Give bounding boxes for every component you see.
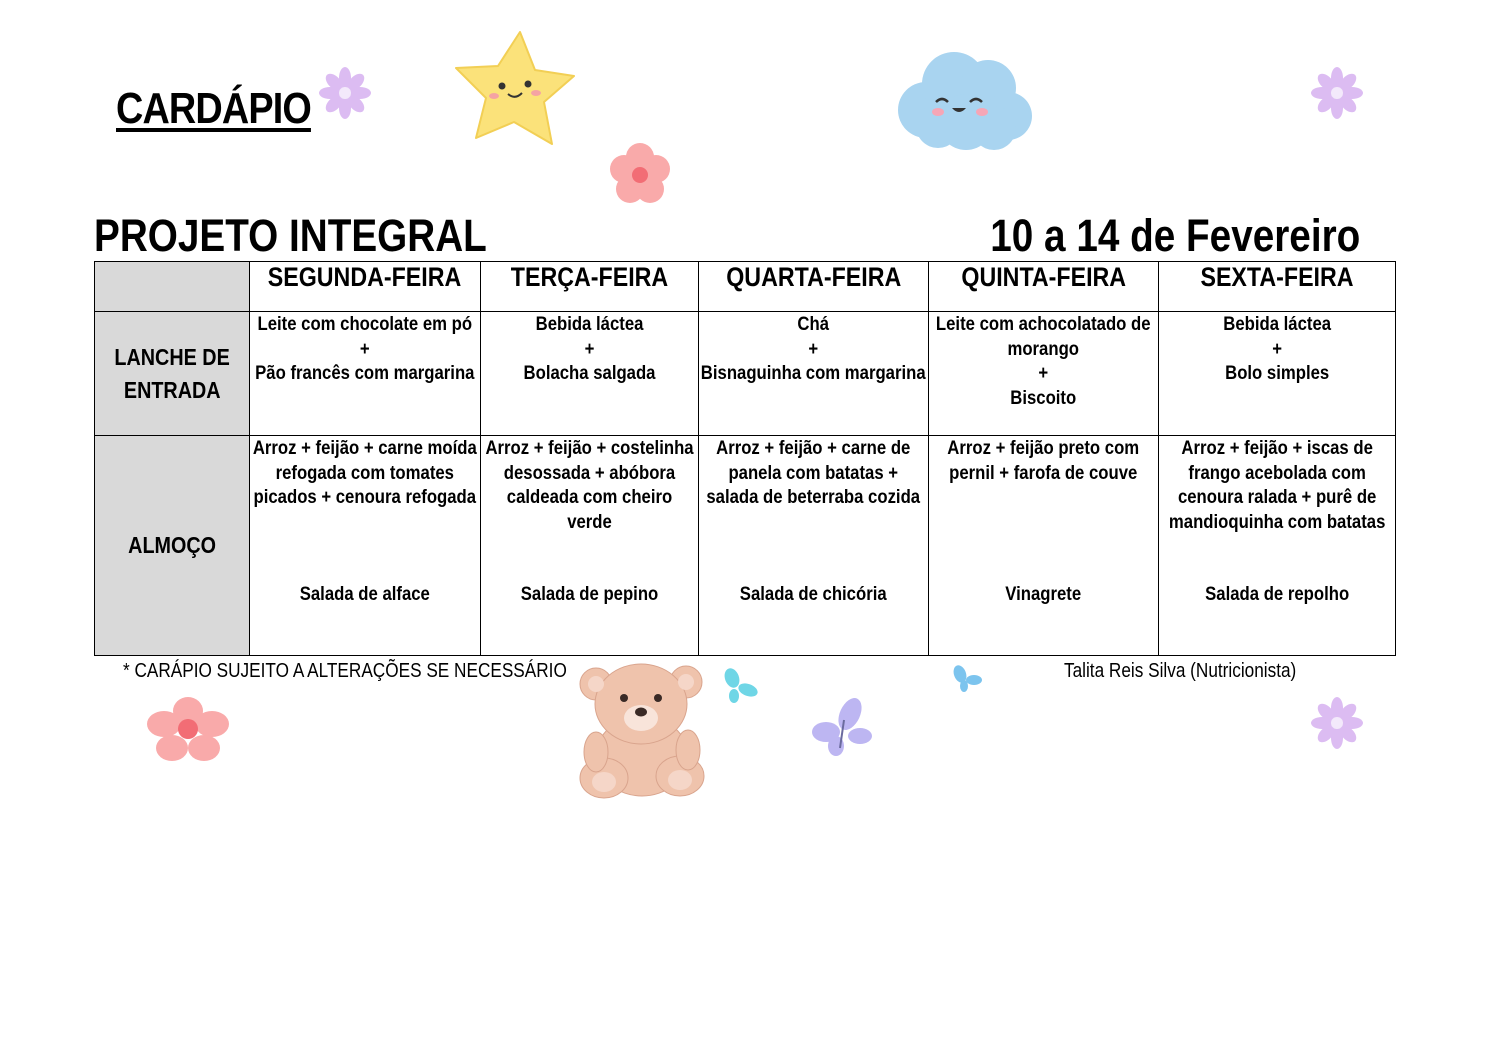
table-header-row — [95, 262, 1396, 312]
row-label-lunch: ALMOÇO — [95, 436, 250, 656]
butterfly-icon — [720, 668, 760, 708]
snack-cell: Chá + Bisnaguinha com margarina — [699, 312, 929, 436]
menu-table — [94, 261, 1396, 656]
lunch-cell: Arroz + feijão + carne moída refogada com tomates picados + cenoura refogada Salada de alface — [250, 436, 481, 656]
day-header: SEGUNDA-FEIRA — [250, 262, 481, 312]
lilac-flower-icon — [1310, 66, 1364, 120]
day-header: SEXTA-FEIRA — [1159, 262, 1396, 312]
teddy-bear-icon — [574, 656, 710, 802]
day-header: QUINTA-FEIRA — [929, 262, 1159, 312]
lilac-flower-icon — [1310, 696, 1364, 750]
nutritionist-signature: Talita Reis Silva (Nutricionista) — [1064, 660, 1297, 682]
lunch-cell: Arroz + feijão preto com pernil + farofa de couve Vinagrete — [929, 436, 1159, 656]
snack-cell: Bebida láctea + Bolo simples — [1159, 312, 1396, 436]
butterfly-icon — [806, 696, 874, 758]
footer-note: * CARÁPIO SUJEITO A ALTERAÇÕES SE NECESSÁRIO — [123, 660, 567, 682]
header-corner — [95, 262, 250, 312]
row-label-snack: LANCHE DE ENTRADA — [95, 312, 250, 436]
day-header: QUARTA-FEIRA — [699, 262, 929, 312]
snack-cell: Bebida láctea + Bolacha salgada — [481, 312, 699, 436]
lunch-cell: Arroz + feijão + costelinha desossada + abóbora caldeada com cheiro verde Salada de pepino — [481, 436, 699, 656]
table-row — [95, 312, 1396, 436]
project-title: PROJETO INTEGRAL — [94, 210, 487, 261]
lunch-cell: Arroz + feijão + iscas de frango acebolada com cenoura ralada + purê de mandioquinha com batatas Salada de repolho — [1159, 436, 1396, 656]
snack-cell: Leite com chocolate em pó + Pão francês com margarina — [250, 312, 481, 436]
day-header: TERÇA-FEIRA — [481, 262, 699, 312]
butterfly-icon — [950, 664, 984, 694]
pink-flower-icon — [146, 696, 230, 764]
week-range: 10 a 14 de Fevereiro — [989, 210, 1360, 261]
lunch-cell: Arroz + feijão + carne de panela com batatas + salada de beterraba cozida Salada de chicória — [699, 436, 929, 656]
table-row — [95, 436, 1396, 656]
lilac-flower-icon — [318, 66, 372, 120]
smiling-star-icon — [452, 26, 578, 152]
snack-cell: Leite com achocolatado de morango + Biscoito — [929, 312, 1159, 436]
smiling-cloud-icon — [896, 48, 1034, 152]
pink-flower-icon — [608, 142, 672, 208]
page-title: CARDÁPIO — [116, 84, 311, 133]
